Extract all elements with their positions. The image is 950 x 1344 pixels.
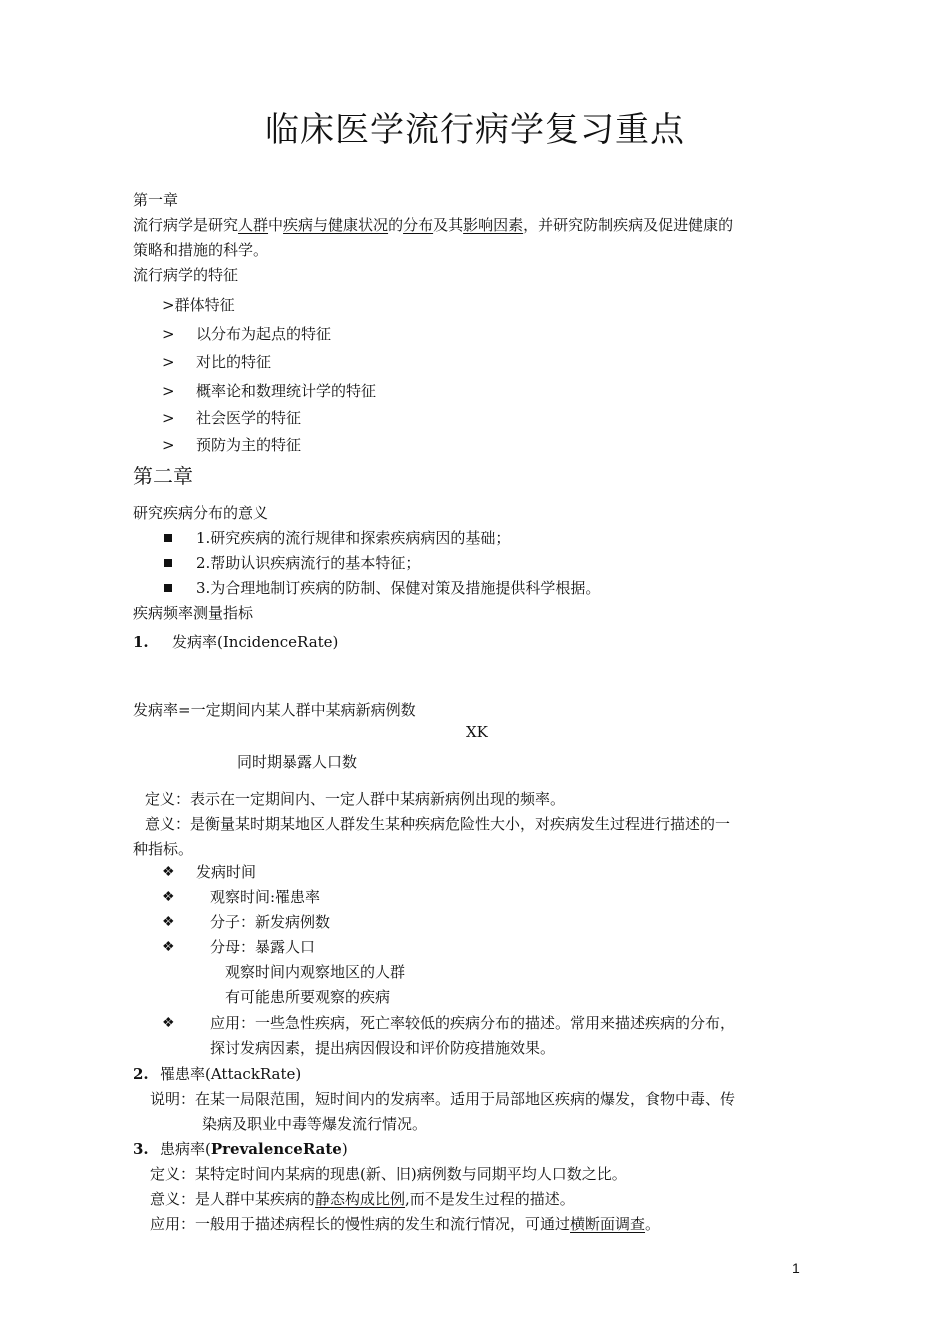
attack-rate-heading: 罹患率(AttackRate): [160, 1065, 302, 1083]
square-bullet-icon: [164, 559, 172, 567]
section-number: 1.: [133, 633, 149, 651]
epidemiology-definition-line-2: 策略和措施的科学。: [133, 241, 269, 259]
significance-item: 1.研究疾病的流行规律和探索疾病病因的基础；: [196, 529, 511, 547]
chapter-1-heading: 第一章: [133, 191, 179, 209]
incidence-item: 分子：新发病例数: [210, 913, 331, 931]
prevalence-definition: 定义：某特定时间内某病的现患(新、旧)病例数与同期平均人口数之比。: [150, 1165, 627, 1183]
attack-rate-description: 说明：在某一局限范围，短时间内的发病率。适用于局部地区疾病的爆发，食物中毒、传: [150, 1090, 736, 1108]
feature-item: 预防为主的特征: [196, 436, 302, 454]
formula-multiplier: XK: [466, 723, 488, 741]
significance-title: 研究疾病分布的意义: [133, 504, 269, 522]
square-bullet-icon: [164, 534, 172, 542]
diamond-bullet-icon: ❖: [162, 939, 175, 955]
feature-item: 以分布为起点的特征: [196, 325, 332, 343]
significance-item: 2.帮助认识疾病流行的基本特征；: [196, 554, 421, 572]
square-bullet-icon: [164, 584, 172, 592]
chapter-2-heading: 第二章: [133, 464, 193, 488]
incidence-item: 发病时间: [196, 863, 257, 881]
bullet-marker: >: [162, 325, 175, 343]
feature-item: 概率论和数理统计学的特征: [196, 382, 377, 400]
bullet-marker: >: [162, 382, 175, 400]
underlined-term: 疾病与健康状况: [283, 216, 389, 234]
incidence-meaning-line-2: 种指标。: [133, 840, 194, 858]
diamond-bullet-icon: ❖: [162, 864, 175, 880]
page-title: 临床医学流行病学复习重点: [265, 110, 685, 150]
diamond-bullet-icon: ❖: [162, 914, 175, 930]
prevalence-application: 应用：一般用于描述病程长的慢性病的发生和流行情况，可通过横断面调查。: [150, 1215, 661, 1233]
diamond-bullet-icon: ❖: [162, 1015, 175, 1031]
underlined-term: 影响因素: [463, 216, 524, 234]
diamond-bullet-icon: ❖: [162, 889, 175, 905]
incidence-application-line-2: 探讨发病因素，提出病因假设和评价防疫措施效果。: [210, 1039, 556, 1057]
incidence-heading: 发病率(IncidenceRate): [172, 633, 339, 651]
feature-item: 社会医学的特征: [196, 409, 302, 427]
incidence-definition: 定义：表示在一定期间内、一定人群中某病新病例出现的频率。: [145, 790, 566, 808]
features-title: 流行病学的特征: [133, 266, 239, 284]
prevalence-meaning: 意义：是人群中某疾病的静态构成比例,而不是发生过程的描述。: [150, 1190, 575, 1208]
underlined-term: 横断面调查: [570, 1215, 646, 1233]
incidence-item: 分母：暴露人口: [210, 938, 316, 956]
significance-item: 3.为合理地制订疾病的防制、保健对策及措施提供科学根据。: [196, 579, 601, 597]
measures-title: 疾病频率测量指标: [133, 604, 254, 622]
incidence-meaning: 意义：是衡量某时期某地区人群发生某种疾病危险性大小，对疾病发生过程进行描述的一: [145, 815, 731, 833]
incidence-sub-item: 有可能患所要观察的疾病: [225, 988, 391, 1006]
page-number: 1: [792, 1260, 800, 1276]
incidence-item: 观察时间:罹患率: [210, 888, 321, 906]
section-number: 2.: [133, 1065, 149, 1083]
underlined-term: 人群: [238, 216, 269, 234]
underlined-term: 分布: [403, 216, 434, 234]
epidemiology-definition: 流行病学是研究人群中疾病与健康状况的分布及其影响因素，并研究防制疾病及促进健康的: [133, 216, 734, 234]
section-number: 3.: [133, 1140, 149, 1158]
incidence-application: 应用：一些急性疾病，死亡率较低的疾病分布的描述。常用来描述疾病的分布，: [210, 1014, 736, 1032]
feature-item: 对比的特征: [196, 353, 272, 371]
formula-denominator: 同时期暴露人口数: [237, 753, 358, 771]
bullet-marker: >: [162, 296, 175, 314]
attack-rate-description-line-2: 染病及职业中毒等爆发流行情况。: [202, 1115, 428, 1133]
underlined-term: 静态构成比例: [315, 1190, 406, 1208]
formula-numerator: 发病率=一定期间内某人群中某病新病例数: [133, 701, 416, 719]
bullet-marker: >: [162, 409, 175, 427]
bullet-marker: >: [162, 353, 175, 371]
bullet-marker: >: [162, 436, 175, 454]
feature-item: >群体特征: [162, 296, 235, 314]
incidence-sub-item: 观察时间内观察地区的人群: [225, 963, 406, 981]
prevalence-heading: 患病率(PrevalenceRate): [160, 1140, 348, 1158]
